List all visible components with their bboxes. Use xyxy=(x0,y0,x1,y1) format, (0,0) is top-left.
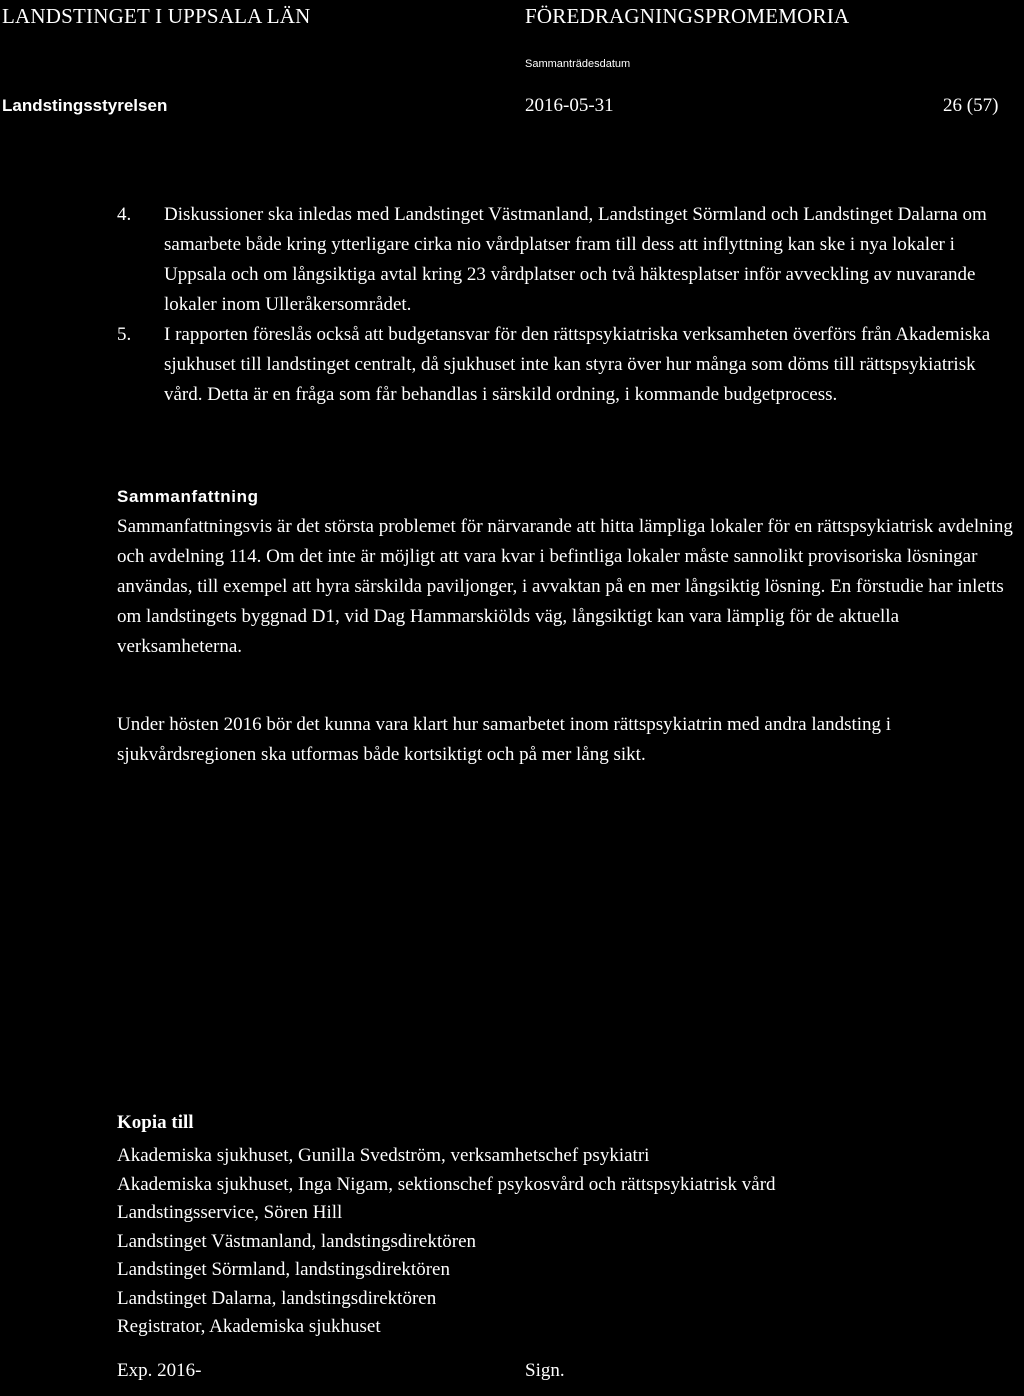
meeting-date-label: Sammanträdesdatum xyxy=(525,58,631,70)
copy-recipient: Akademiska sjukhuset, Inga Nigam, sektionschef psykosvård och rättspsykiatrisk vård xyxy=(117,1173,776,1195)
copy-recipient: Akademiska sjukhuset, Gunilla Svedström, verksamhetschef psykiatri xyxy=(117,1145,650,1166)
document-type: FÖREDRAGNINGSPROMEMORIA xyxy=(525,4,850,28)
copy-to-heading: Kopia till xyxy=(117,1112,194,1133)
meeting-date: 2016-05-31 xyxy=(525,95,614,116)
department-name: Landstingsstyrelsen xyxy=(2,96,168,115)
page-number: 26 (57) xyxy=(943,95,999,116)
signature-label: Sign. xyxy=(525,1360,565,1381)
copy-recipient: Landstinget Sörmland, landstingsdirektören xyxy=(117,1259,450,1280)
summary-conclusion-paragraph: Under hösten 2016 bör det kunna vara klart hur samarbetet inom rättspsykiatrin med andra landsting i sjukvårdsregionen ska utformas både kortsiktigt och på mer lång sikt. xyxy=(117,714,892,765)
copy-recipient: Landstinget Västmanland, landstingsdirektören xyxy=(117,1230,476,1252)
list-item-text: Diskussioner ska inledas med Landstinget Västmanland, Landstinget Sörmland och Landstinget Dalarna om samarbete både kring ytterligare cirka nio vårdplatser fram till dess att inflyttning kan ske i nya lokaler i Uppsala och om långsiktiga avtal kring 23 vårdplatser och två häktesplatser inför avveckling av nuvarande lokaler inom Ulleråkersområdet. xyxy=(164,204,987,315)
summary-heading: Sammanfattning xyxy=(117,487,259,506)
summary-paragraph: Sammanfattningsvis är det största problemet för närvarande att hitta lämpliga lokaler för en rättspsykiatrisk avdelning och avdelning 114. Om det inte är möjligt att vara kvar i befintliga lokaler måste sannolikt provisoriska lösningar användas, till exempel att hyra särskilda paviljonger, i avvaktan på en mer långsiktig lösning. En förstudie har inletts om landstingets byggnad D1, vid Dag Hammarskiölds väg, långsiktigt kan vara lämplig för de aktuella verksamheterna. xyxy=(117,516,1013,657)
list-item-number: 5. xyxy=(117,324,132,345)
list-item-number: 4. xyxy=(117,204,132,225)
copy-recipient: Landstinget Dalarna, landstingsdirektören xyxy=(117,1287,437,1309)
expedition-date: Exp. 2016- xyxy=(117,1360,202,1381)
organization-name: LANDSTINGET I UPPSALA LÄN xyxy=(2,4,311,28)
numbered-list xyxy=(117,200,1017,410)
copy-to-list xyxy=(117,1142,776,1342)
list-item xyxy=(117,320,1017,410)
list-item xyxy=(117,200,1017,320)
copy-recipient: Registrator, Akademiska sjukhuset xyxy=(117,1316,381,1337)
copy-recipient: Landstingsservice, Sören Hill xyxy=(117,1202,343,1223)
list-item-text: I rapporten föreslås också att budgetansvar för den rättspsykiatriska verksamheten överförs från Akademiska sjukhuset till landstinget centralt, då sjukhuset inte kan styra över hur många som döms till rättspsykiatrisk vård. Detta är en fråga som får behandlas i särskild ordning, i kommande budgetprocess. xyxy=(164,324,991,405)
